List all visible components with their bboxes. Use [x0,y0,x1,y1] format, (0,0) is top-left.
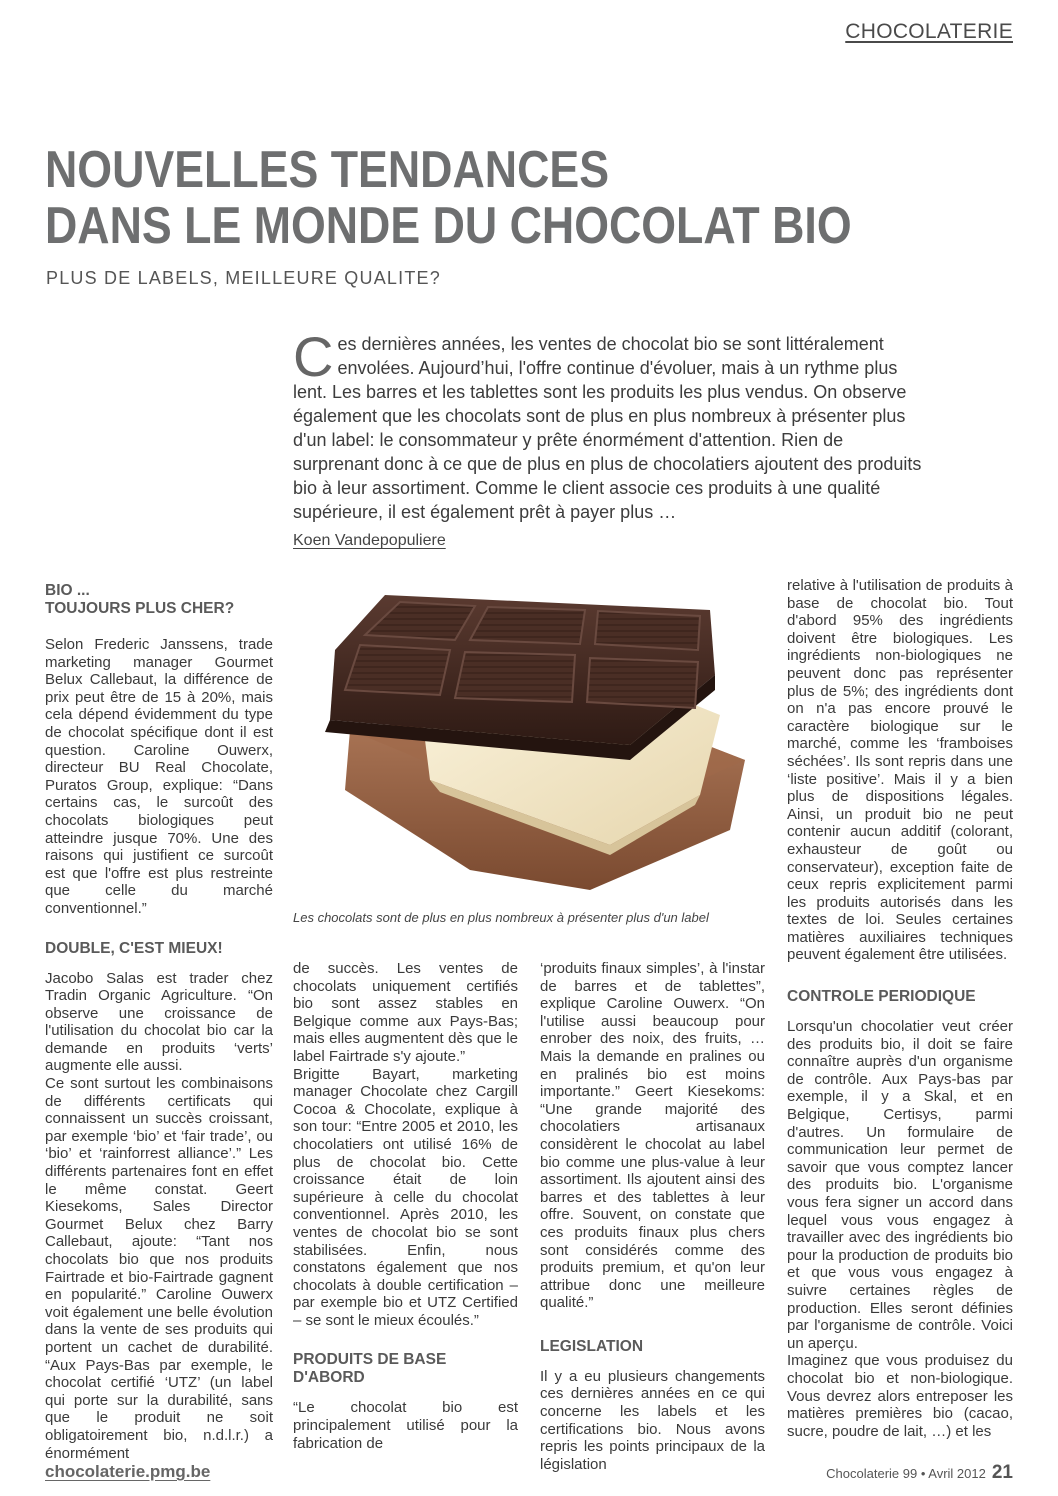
paragraph: “Le chocolat bio est principalement utilisé pour la fabrication de [293,1399,518,1452]
paragraph: Lorsqu'un chocolatier veut créer des produits bio, il doit se faire connaître auprès d'un organisme de contrôle. Aux Pays-bas par exemple, il y a Skal, et en Belgique, Certisys, parmi d'autres. Un formulaire de communication leur permet de savoir que vous comptez lancer des produits bio. L'organisme vous fera signer un accord dans lequel vous vous engagez à travailler avec des ingrédients bio pour la production de produits bio et que vous vous engagez à suivre certaines règles de production. Elles seront définies par l'organisme de contrôle. Voici un aperçu. [787,1018,1013,1352]
issue-info: Chocolaterie 99 • Avril 2012 [826,1466,986,1481]
page-footer [826,1462,1013,1484]
heading-bio-toujours-plus-cher [45,582,273,618]
heading-line: BIO ... [45,582,90,599]
chocolate-bars-photo [290,580,770,898]
column-2 [293,960,518,1452]
paragraph: de succès. Les ventes de chocolats uniquement certifiés bio sont assez stables en Belgique comme aux Pays-Bas; mais elles augmentent dès que le label Fairtrade s'y ajoute.” [293,960,518,1065]
paragraph: Imaginez que vous produisez du chocolat bio et non-biologique. Vous devrez alors entreposer les matières premières bio (cacao, sucre, poudre de lait, …) et les [787,1352,1013,1440]
page-number: 21 [991,1462,1013,1483]
column-3 [540,960,765,1473]
paragraph: Selon Frederic Janssens, trade marketing manager Gourmet Belux Callebaut, la différence de prix peut être de 15 à 20%, mais cela dépend évidemment du type de chocolat spécifique dont il est question. Caroline Ouwerx, directeur BU Real Chocolate, Puratos Group, explique: “Dans certains cas, le surcoût des chocolats biologiques peut atteindre jusque 70%. Une des raisons qui justifient ce surcoût est que l'offre est plus restreinte que celle du marché conventionnel.” [45,636,273,917]
paragraph: Brigitte Bayart, marketing manager Chocolate chez Cargill Cocoa & Chocolate, explique à son tour: “Entre 2005 et 2010, les chocolatiers ont utilisé 16% de plus de chocolat bio. Cette croissance était de loin supérieure à celle du chocolat conventionnel. Après 2010, les ventes de chocolat bio se sont stabilisées. Enfin, nous constatons également que nos chocolats à double certification – par exemple bio et UTZ Certified – se sont le mieux écoulés.” [293,1065,518,1329]
intro-paragraph [293,325,933,524]
paragraph: Il y a eu plusieurs changements ces dernières années en ce qui concerne les labels et les certifications bio. Nous avons repris les points principaux de la législation [540,1367,765,1473]
column-1 [45,582,273,1462]
website-link[interactable]: chocolaterie.pmg.be [45,1462,211,1481]
heading-controle-periodique: CONTROLE PERIODIQUE [787,988,976,1006]
article-title [45,142,871,254]
heading-line: D'ABORD [293,1369,365,1387]
heading-line: PRODUITS DE BASE [293,1351,447,1369]
heading-line: TOUJOURS PLUS CHER? [45,600,235,617]
photo-caption: Les chocolats sont de plus en plus nombreux à présenter plus d'un label [293,910,709,925]
heading-double-c-est-mieux: DOUBLE, C'EST MIEUX! [45,939,223,957]
paragraph: Ce sont surtout les combinaisons de différents certificats qui connaissent un succès croissant, par exemple ‘bio’ et ‘fair trade’, ou ‘bio’ et ‘rainforrest alliance’.” Les différents partenaires font en effet le même constat. Geert Kiesekoms, Sales Director Gourmet Belux chez Barry Callebaut, ajoute: “Tant nos chocolats bio que nos produits Fairtrade et bio-Fairtrade gagnent en popularité.” Caroline Ouwerx voit également une belle évolution dans la vente de ses produits qui portent un cachet de durabilité. “Aux Pays-Bas par exemple, le chocolat certifié ‘UTZ’ (un label qui porte sur la durabilité, sans que le produit ne soit obligatoirement bio, n.d.l.r.) a énormément [45,1075,273,1462]
heading-legislation: LEGISLATION [540,1337,644,1355]
column-4 [787,577,1013,1440]
paragraph: relative à l'utilisation de produits à base de chocolat bio. Tout d'abord 95% des ingrédients doivent être biologiques. Les ingrédients non-biologiques ne peuvent donc pas représenter plus de 5%; des ingrédients dont on n'a pas encore prouvé le caractère biologique sur le marché, comme les ‘framboises séchées’. Ils sont repris dans une ‘liste positive’. Mais il y a bien plus de dispositions légales. Ainsi, un produit bio ne peut contenir aucun additif (colorant, exhausteur de goût ou conservateur), exception faite de ceux repris explicitement parmi les produits autorisés dans les textes de loi. Seules certaines matières auxiliaires techniques peuvent également être utilisées. [787,577,1013,964]
intro-text: es dernières années, les ventes de chocolat bio se sont littéralement envolées. Aujourd’hui, l'offre continue d'évoluer, mais à un rythme plus lent. Les barres et les tablettes sont les produits les plus vendus. On observe également que les chocolats sont de plus en plus nombreux à présenter plus d'un label: le consommateur y prête énormément d'attention. Rien de surprenant donc à ce que de plus en plus de chocolatiers ajoutent des produits bio à leur assortiment. Comme le client associe ces produits à une qualité supérieure, il est également prêt à payer plus … [293,334,922,522]
paragraph: Jacobo Salas est trader chez Tradin Organic Agriculture. “On observe une croissance de l'utilisation du chocolat bio car la demande en produits ‘verts’ augmente elle aussi. [45,969,273,1075]
title-line-1: NOUVELLES TENDANCES [45,141,610,199]
title-line-2: DANS LE MONDE DU CHOCOLAT BIO [45,197,852,255]
drop-cap: C [293,325,334,388]
heading-produits-de-base [293,1351,518,1387]
section-tag: CHOCOLATERIE [845,20,1013,43]
author-byline: Koen Vandepopuliere [293,532,446,549]
article-subtitle: PLUS DE LABELS, MEILLEURE QUALITE? [46,268,441,288]
paragraph: ‘produits finaux simples’, à l'instar de barres et de tablettes”, explique Caroline Ouwerx. “On l'utilise aussi beaucoup pour enrober des noix, des fruits, … Mais la demande en pralines ou en pralinés bio est moins importante.” Geert Kiesekoms: “Une grande majorité des chocolatiers artisanaux considèrent le chocolat au label bio comme une plus-value à leur assortiment. Ils ajoutent ainsi des barres et des tablettes à leur offre. Souvent, on constate que ces produits finaux plus chers sont considérés comme des produits premium, et qu'on leur attribue donc une meilleure qualité.” [540,960,765,1312]
